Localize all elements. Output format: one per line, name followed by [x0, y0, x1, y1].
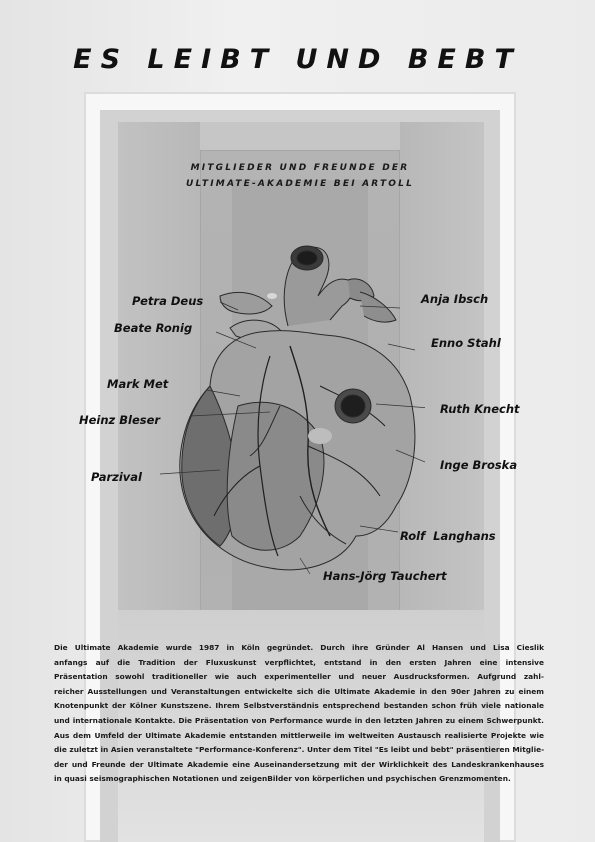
- poster-title: ES LEIBT UND BEBT: [73, 44, 522, 75]
- name-ruth-knecht: Ruth Knecht: [440, 402, 520, 416]
- name-mark-met: Mark Met: [107, 377, 169, 391]
- description-line: anfangs auf die Tradition der Fluxuskunst verpflichtet, entstand in den ersten Jahren eine intensive: [54, 657, 544, 667]
- description-line: in quasi seismographischen Notationen und zeigenBilder von körperlichen und psychischen Grenzmomenten.: [54, 774, 511, 784]
- description-line: Präsentation sowohl traditioneller wie auch experimenteller und neuer Ausdrucksformen. Aufgrund zahl-: [54, 672, 544, 682]
- description-line: der und Freunde der Ultimate Akademie eine Auseinandersetzung mit der Wirklichkeit des Landeskrankenhauses: [54, 759, 544, 769]
- description-line: reicher Ausstellungen und Veranstaltungen entwickelte sich die Ultimate Akademie in den 90er Jahren zu einem: [54, 686, 544, 696]
- description-line: Knotenpunkt der Kölner Kunstszene. Ihrem Selbstverständnis entsprechend bestanden schon früh viele nationale: [54, 701, 544, 711]
- name-heinz-bleser: Heinz Bleser: [79, 413, 161, 427]
- description-line: Die Ultimate Akademie wurde 1987 in Köln gegründet. Durch ihre Gründer Al Hansen und Lisa Cieslik: [54, 643, 544, 652]
- name-petra-deus: Petra Deus: [132, 294, 204, 308]
- description-line: die zuletzt in Asien veranstaltete "Performance-Konferenz". Unter dem Titel "Es leibt und bebt" präsentieren Mitglie-: [54, 745, 545, 755]
- subtitle-line-1: MITGLIEDER UND FREUNDE DER: [190, 163, 410, 173]
- name-hans-joerg-tauchert: Hans-Jörg Tauchert: [323, 569, 447, 583]
- subtitle-line-2: ULTIMATE-AKADEMIE BEI ARTOLL: [185, 179, 415, 189]
- heart-illustration: [160, 236, 425, 576]
- name-inge-broska: Inge Broska: [440, 458, 518, 472]
- description-paragraph: [54, 641, 544, 787]
- name-beate-ronig: Beate Ronig: [114, 321, 193, 335]
- poster-subtitle: [150, 160, 450, 192]
- description-line: und internationale Kontakte. Die Präsentation von Performance wurde in den letzten Jahren zu einem Schwerpunkt.: [54, 715, 544, 725]
- name-rolf-langhans: Rolf Langhans: [400, 529, 496, 543]
- name-anja-ibsch: Anja Ibsch: [421, 292, 489, 306]
- name-parzival: Parzival: [91, 470, 142, 484]
- description-line: Aus dem Umfeld der Ultimate Akademie entstanden mittlerweile im weltweiten Austausch realisierte Projekte wie: [54, 730, 544, 740]
- name-enno-stahl: Enno Stahl: [431, 336, 501, 350]
